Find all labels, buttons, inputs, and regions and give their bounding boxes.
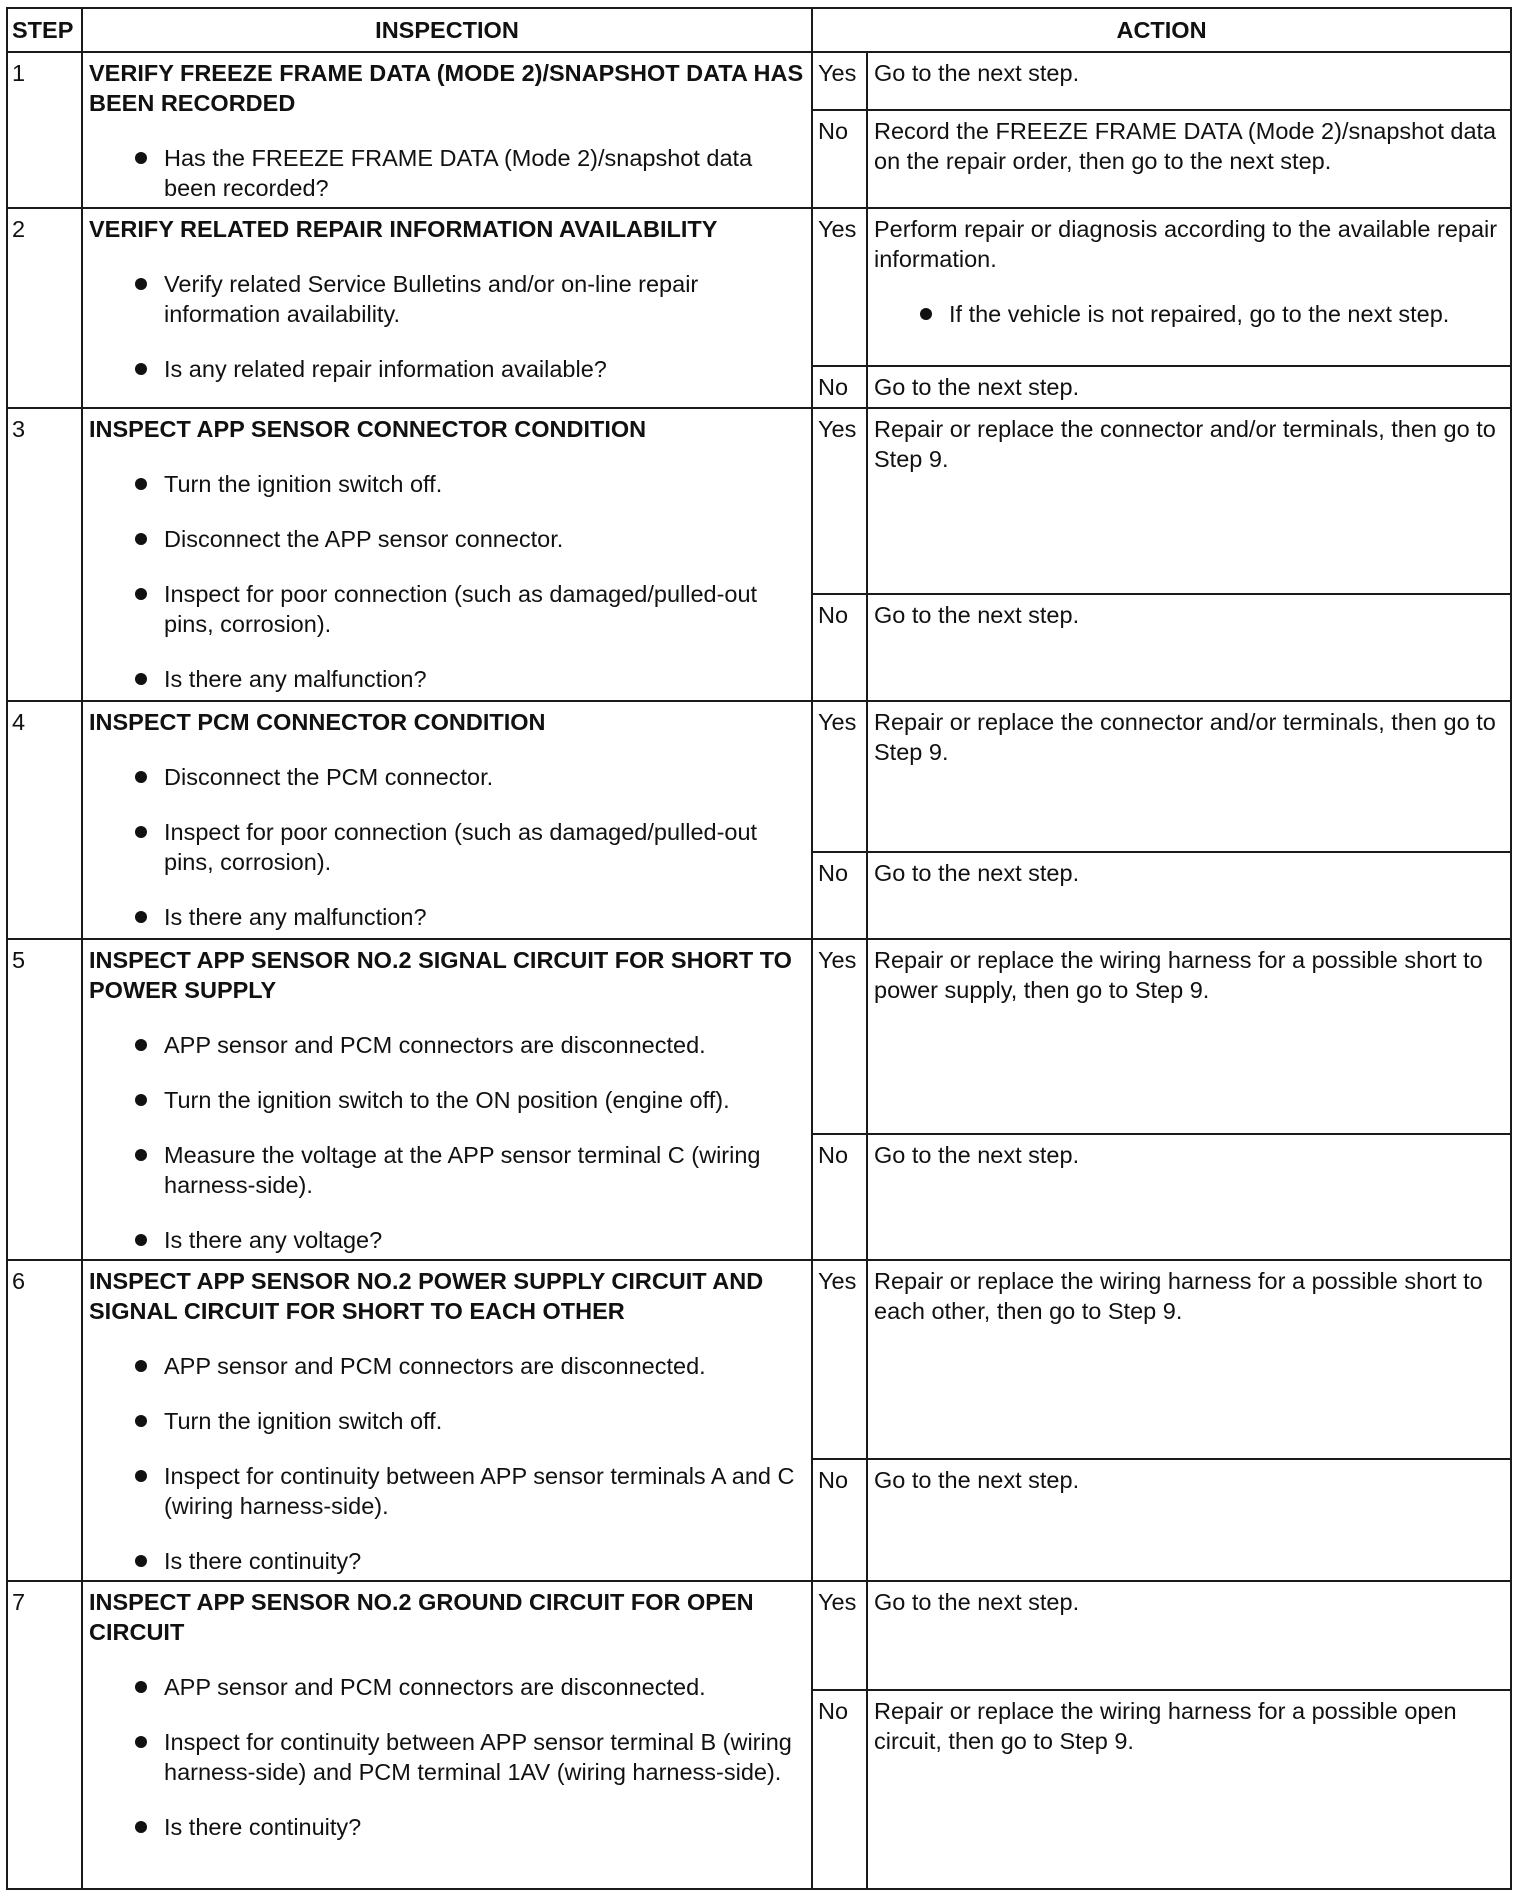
inspection-bullet-item: Disconnect the APP sensor connector. [89,524,805,554]
step-number: 2 [7,208,82,408]
yes-action [867,939,1511,1134]
inspection-title: VERIFY FREEZE FRAME DATA (MODE 2)/SNAPSHOT DATA HAS BEEN RECORDED [89,60,804,116]
inspection-bullets [89,762,805,932]
yes-action-text: Perform repair or diagnosis according to the available repair information. [874,216,1498,272]
inspection-cell [82,208,812,408]
no-label: No [812,852,867,939]
no-action [867,1134,1511,1260]
step-7-yes-row [7,1581,1511,1690]
inspection-bullets [89,143,805,203]
steps-body [7,52,1511,1889]
inspection-cell [82,1260,812,1581]
inspection-title: INSPECT APP SENSOR CONNECTOR CONDITION [89,416,647,442]
step-number: 4 [7,701,82,939]
step-column-header: STEP [7,8,82,52]
step-number: 3 [7,408,82,701]
yes-label: Yes [812,408,867,594]
yes-action-text: Repair or replace the connector and/or terminals, then go to Step 9. [874,709,1496,765]
no-action-text: Repair or replace the wiring harness for a possible open circuit, then go to Step 9. [874,1698,1457,1754]
inspection-bullet-item: Turn the ignition switch off. [89,1406,805,1436]
yes-label: Yes [812,208,867,366]
inspection-bullet-item: Is any related repair information available? [89,354,805,384]
inspection-bullet-item: Inspect for continuity between APP sensor terminal B (wiring harness-side) and PCM terminal 1AV (wiring harness-side). [89,1727,805,1787]
yes-action-text: Repair or replace the connector and/or terminals, then go to Step 9. [874,416,1496,472]
inspection-bullet-item: Inspect for poor connection (such as damaged/pulled-out pins, corrosion). [89,817,805,877]
yes-action [867,208,1511,366]
inspection-cell [82,701,812,939]
step-4-yes-row [7,701,1511,852]
action-bullet-item: If the vehicle is not repaired, go to the next step. [874,299,1504,329]
inspection-bullets [89,1030,805,1255]
yes-label: Yes [812,1581,867,1690]
inspection-bullets [89,469,805,694]
inspection-bullet-item: Is there continuity? [89,1812,805,1842]
inspection-bullets [89,1672,805,1842]
yes-label: Yes [812,52,867,110]
no-action [867,852,1511,939]
no-label: No [812,1134,867,1260]
inspection-bullet-item: APP sensor and PCM connectors are disconnected. [89,1030,805,1060]
inspection-column-header: INSPECTION [82,8,812,52]
yes-action [867,52,1511,110]
inspection-cell [82,408,812,701]
no-action [867,366,1511,408]
step-number: 7 [7,1581,82,1889]
header-row [7,8,1511,52]
no-action [867,594,1511,701]
step-2-yes-row [7,208,1511,366]
step-number: 1 [7,52,82,208]
yes-label: Yes [812,939,867,1134]
inspection-bullet-item: APP sensor and PCM connectors are disconnected. [89,1351,805,1381]
inspection-title: INSPECT PCM CONNECTOR CONDITION [89,709,546,735]
step-number: 6 [7,1260,82,1581]
yes-action [867,701,1511,852]
no-action [867,110,1511,208]
no-label: No [812,366,867,408]
no-action-text: Go to the next step. [874,602,1080,628]
yes-action-bullets [874,299,1504,329]
no-action [867,1459,1511,1581]
inspection-bullets [89,1351,805,1576]
action-column-header: ACTION [812,8,1511,52]
no-label: No [812,110,867,208]
yes-action [867,408,1511,594]
inspection-bullet-item: Is there any malfunction? [89,902,805,932]
no-action-text: Record the FREEZE FRAME DATA (Mode 2)/snapshot data on the repair order, then go to the next step. [874,118,1497,174]
no-action-text: Go to the next step. [874,1141,1080,1168]
inspection-bullets [89,269,805,384]
inspection-cell [82,52,812,208]
inspection-cell [82,939,812,1260]
no-action [867,1690,1511,1889]
yes-action-text: Go to the next step. [874,1589,1080,1615]
inspection-bullet-item: Is there any malfunction? [89,664,805,694]
yes-action [867,1260,1511,1459]
no-action-text: Go to the next step. [874,374,1080,400]
inspection-title: INSPECT APP SENSOR NO.2 SIGNAL CIRCUIT FOR SHORT TO POWER SUPPLY [89,947,792,1003]
yes-action [867,1581,1511,1690]
inspection-bullet-item: Is there any voltage? [89,1225,805,1255]
inspection-bullet-item: APP sensor and PCM connectors are disconnected. [89,1672,805,1702]
yes-action-text: Go to the next step. [874,60,1080,86]
inspection-bullet-item: Is there continuity? [89,1546,805,1576]
diagnostic-procedure-table [6,7,1512,1890]
no-action-text: Go to the next step. [874,1466,1080,1493]
no-label: No [812,1459,867,1581]
yes-action-text: Repair or replace the wiring harness for a possible short to each other, then go to Step 9. [874,1268,1483,1324]
inspection-bullet-item: Measure the voltage at the APP sensor terminal C (wiring harness-side). [89,1140,805,1200]
no-label: No [812,1690,867,1889]
step-number: 5 [7,939,82,1260]
step-6-yes-row [7,1260,1511,1459]
inspection-bullet-item: Inspect for poor connection (such as damaged/pulled-out pins, corrosion). [89,579,805,639]
inspection-title: INSPECT APP SENSOR NO.2 GROUND CIRCUIT FOR OPEN CIRCUIT [89,1589,754,1645]
step-3-yes-row [7,408,1511,594]
inspection-bullet-item: Has the FREEZE FRAME DATA (Mode 2)/snapshot data been recorded? [89,143,805,203]
step-1-yes-row [7,52,1511,110]
inspection-title: INSPECT APP SENSOR NO.2 POWER SUPPLY CIRCUIT AND SIGNAL CIRCUIT FOR SHORT TO EACH OTHER [89,1268,764,1324]
inspection-bullet-item: Turn the ignition switch to the ON position (engine off). [89,1085,805,1115]
inspection-title: VERIFY RELATED REPAIR INFORMATION AVAILABILITY [89,216,718,242]
inspection-cell [82,1581,812,1889]
inspection-bullet-item: Inspect for continuity between APP sensor terminals A and C (wiring harness-side). [89,1461,805,1521]
inspection-bullet-item: Turn the ignition switch off. [89,469,805,499]
yes-label: Yes [812,701,867,852]
inspection-bullet-item: Verify related Service Bulletins and/or on-line repair information availability. [89,269,805,329]
yes-label: Yes [812,1260,867,1459]
inspection-bullet-item: Disconnect the PCM connector. [89,762,805,792]
step-5-yes-row [7,939,1511,1134]
yes-action-text: Repair or replace the wiring harness for a possible short to power supply, then go to Step 9. [874,947,1483,1003]
no-action-text: Go to the next step. [874,860,1080,886]
no-label: No [812,594,867,701]
